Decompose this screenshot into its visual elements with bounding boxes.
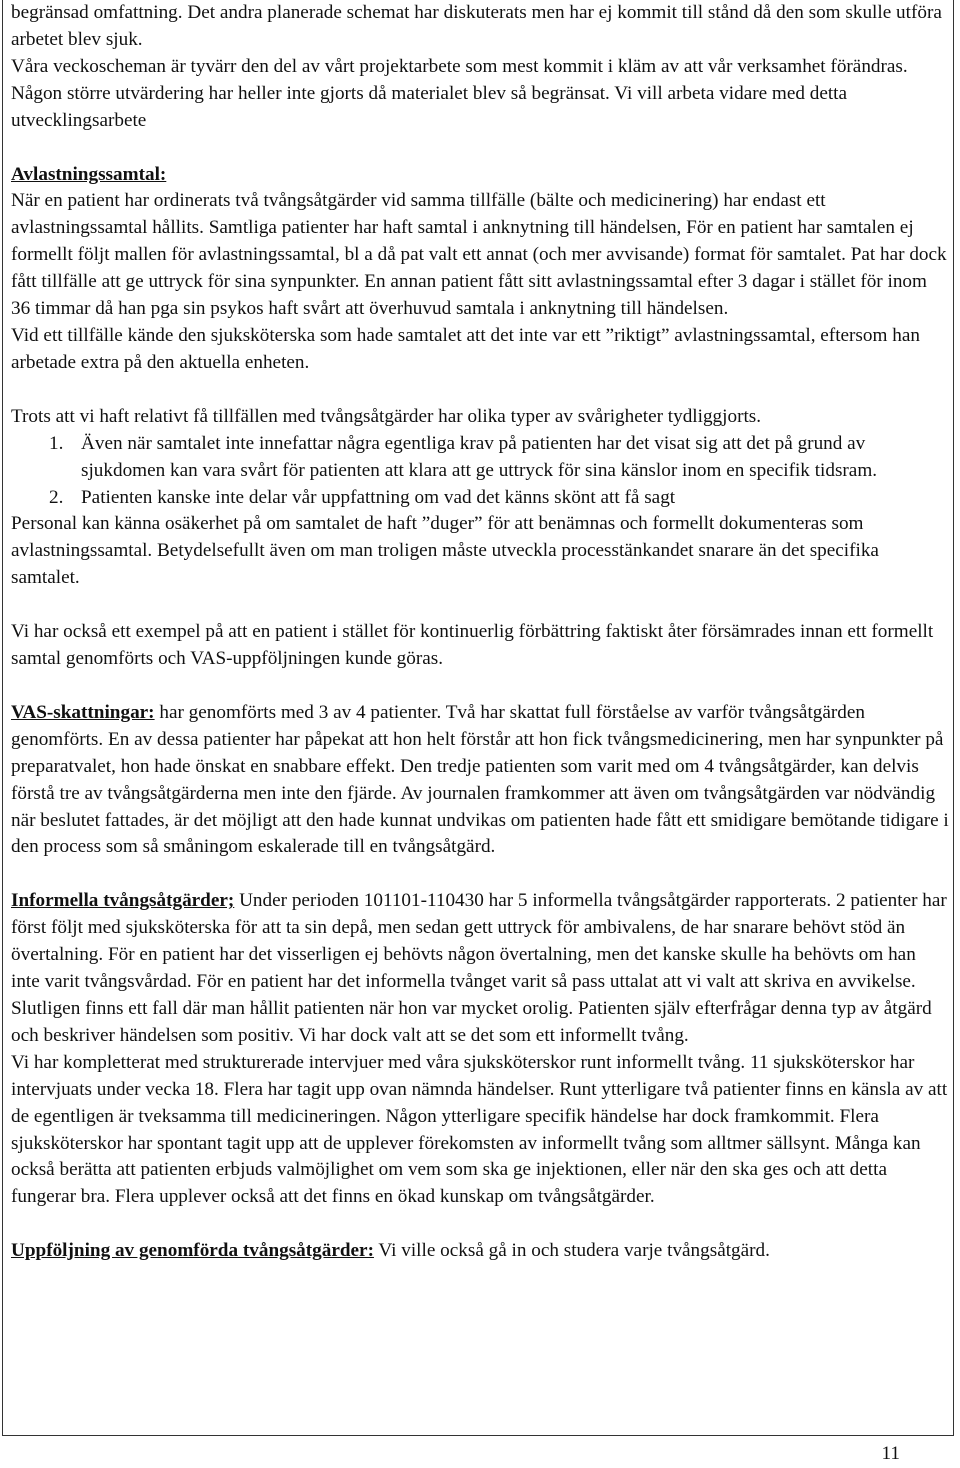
- list-item: [11, 431, 949, 485]
- list-item-text: Även när samtalet inte innefattar några egentliga krav på patienten har det visat sig att det på grund av sjukdomen kan vara svårt för patienten att klara att ge uttryck för sina känslor inom en specifik tidsram.: [81, 432, 878, 481]
- vas-paragraph: [11, 700, 949, 861]
- list-item: [11, 485, 949, 512]
- informella-text: Under perioden 101101-110430 har 5 informella tvångsåtgärder rapporterats. 2 patienter har först följt med sjuksköterska för att ta sin depå, men sedan gett uttryck för ambivalens, de har snarare behövt stöd än övertalning. För en patient har det visserligen ej behövts någon övertalning, men det kanske skulle ha behövts om han inte varit tvångsvårdad. För en patient har det informella tvånget varit så pass uttalat att vi valt att skriva en avvikelse. Slutligen finns ett fall där man hållit patienten när hon var mycket orolig. Patienten själv efterfrågar denna typ av åtgärd och beskriver händelsen som positiv. Vi har dock valt att se det som ett informellt tvång.: [11, 890, 947, 1046]
- uppfoljning-text: Vi ville också gå in och studera varje tvångsåtgärd.: [373, 1240, 770, 1262]
- avlastning-paragraph-2: Vid ett tillfälle kände den sjuksköterska som hade samtalet att det inte var ett ”riktigt” avlastningssamtal, eftersom han arbetade extra på den aktuella enheten.: [11, 324, 920, 373]
- uppfoljning-paragraph: [11, 1238, 949, 1265]
- informella-heading: Informella tvångsåtgärder;: [11, 890, 235, 912]
- svarigheter-intro: Trots att vi haft relativt få tillfällen med tvångsåtgärder har olika typer av svårigheter tydliggjorts.: [11, 405, 762, 427]
- document-body: [11, 0, 949, 1265]
- informella-paragraph-2: Vi har kompletterat med strukturerade intervjuer med våra sjuksköterskor runt informellt tvång. 11 sjuksköterskor har intervjuats under vecka 18. Flera har tagit upp ovan nämnda händelser. Runt ytterligare två patienter finns en känsla av att de egentligen är tveksamma till medicineringen. Någon ytterligare specifik händelse har dock framkommit. Flera sjuksköterskor har spontant tagit upp att de upplever förekomsten av informellt tvång som alltmer sällsynt. Många kan också berätta att patienten erbjuds valmöjlighet om vem som ska ge injektionen, eller när den ska ges och att detta fungerar bra. Flera upplever också att det finns en ökad kunskap om tvångsåtgärder.: [11, 1051, 948, 1208]
- uppfoljning-heading: Uppföljning av genomförda tvångsåtgärder:: [11, 1240, 374, 1262]
- list-item-text: Patienten kanske inte delar vår uppfattning om vad det känns skönt att få sagt: [81, 486, 676, 508]
- list-item-number: 1.: [49, 432, 64, 454]
- informella-paragraph: [11, 888, 949, 1049]
- intro-paragraph-1: begränsad omfattning. Det andra planerade schemat har diskuterats men har ej kommit till stånd då den som skulle utföra arbetet blev sjuk.: [11, 2, 942, 50]
- svarigheter-after: Personal kan känna osäkerhet på om samtalet de haft ”duger” för att benämnas och formellt dokumenteras som avlastningssamtal. Betydelsefullt även om man troligen måste utveckla processtänkandet snarare än det specifika samtalet.: [11, 513, 879, 589]
- avlastning-heading: Avlastningssamtal:: [11, 163, 167, 185]
- vas-heading: VAS-skattningar:: [11, 701, 155, 723]
- avlastning-paragraph-1: När en patient har ordinerats två tvångsåtgärder vid samma tillfälle (bälte och medicinering) har endast ett avlastningssamtal hållits. Samtliga patienter har haft samtal i anknytning till händelsen, För en patient har samtalen ej formellt följt mallen för avlastningssamtal, bl a då pat valt ett annat (och mer avvisande) format för samtalet. Pat har dock fått tillfälle att ge uttryck för sina synpunkter. En annan patient fått sitt avlastningssamtal efter 3 dagar i stället för inom 36 timmar då han pga sin psykos haft svårt att överhuvud samtala i anknytning till händelsen.: [11, 190, 947, 320]
- list-item-number: 2.: [49, 486, 64, 508]
- vas-text: har genomförts med 3 av 4 patienter. Två har skattat full förståelse av varför tvångsåtgärden genomförts. En av dessa patienter har påpekat att hon helt förstår att hon fick tvångsmedicinering, men har synpunkter på preparatvalet, hon hade önskat en snabbare effekt. Den tredje patienten som varit med om 4 tvångsåtgärder, kan delvis förstå tre av tvångsåtgärderna men inte den fjärde. Av journalen framkommer att även om tvångsåtgärden var nödvändig när beslutet fattades, är det möjligt att den hade kunnat undvikas om patienten hade fått ett smidigare bemötande tidigare i den process som så småningom eskalerade till en tvångsåtgärd.: [11, 701, 949, 858]
- page-number: 11: [881, 1443, 900, 1464]
- exempel-paragraph: Vi har också ett exempel på att en patient i stället för kontinuerlig förbättring faktiskt åter försämrades innan ett formellt samtal genomförts och VAS-uppföljningen kunde göras.: [11, 621, 934, 670]
- intro-paragraph-2: Våra veckoscheman är tyvärr den del av vårt projektarbete som mest kommit i kläm av att vår verksamhet förändras. Någon större utvärdering har heller inte gjorts då materialet blev så begränsat. Vi vill arbeta vidare med detta utvecklingsarbete: [11, 55, 908, 131]
